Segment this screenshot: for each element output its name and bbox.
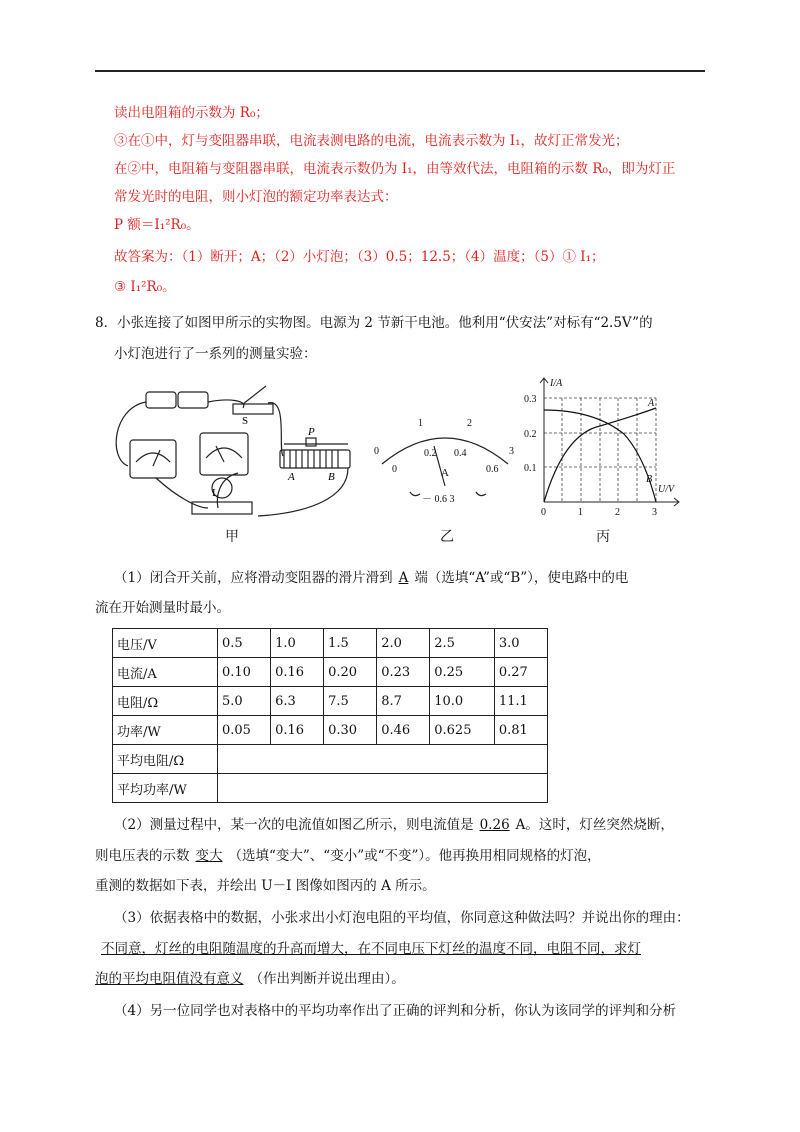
part-1-line-1 — [114, 568, 628, 588]
part-2-text-a: （2）测量过程中，某一次的电流值如图乙所示，则电流值是 — [114, 817, 474, 833]
table-cell: 0.5 — [218, 629, 271, 658]
table-cell: 10.0 — [430, 687, 495, 716]
figure-caption-jia: 甲 — [225, 529, 239, 545]
table-row-label: 电流/A — [113, 658, 218, 687]
figure-caption-yi: 乙 — [440, 529, 454, 545]
scale-top-2: 2 — [467, 418, 472, 429]
table-cell: 2.5 — [430, 629, 495, 658]
table-row — [113, 629, 548, 658]
table-cell: 0.23 — [377, 658, 430, 687]
part-3-line-3 — [95, 969, 405, 989]
iu-graph-bing — [524, 374, 684, 520]
table-cell: 2.0 — [377, 629, 430, 658]
table-cell: 0.16 — [271, 658, 324, 687]
answer-line-3: 在②中，电阻箱与变阻器串联，电流表示数仍为 I₁，由等效代法，电阻箱的示数 R₀，即为灯正 — [114, 161, 676, 177]
part-1-text-a: （1）闭合开关前，应将滑动变阻器的滑片滑到 — [114, 570, 393, 586]
part-3-answer-1 — [95, 939, 647, 959]
table-cell: 3.0 — [494, 629, 547, 658]
table-row-label: 功率/W — [113, 716, 218, 745]
scale-bottom-02: 0.2 — [424, 448, 437, 459]
graph-x-tick-2: 2 — [615, 507, 620, 518]
table-cell: 0.30 — [324, 716, 377, 745]
question-8-intro-2: 小灯泡进行了一系列的测量实验： — [114, 346, 317, 362]
table-row — [113, 687, 548, 716]
table-cell: 1.0 — [271, 629, 324, 658]
question-8-intro-1: 8．小张连接了如图甲所示的实物图。电源为 2 节新干电池。他利用“伏安法”对标有“2.5V”的 — [95, 315, 653, 331]
table-cell: 11.1 — [494, 687, 547, 716]
slider-label: P — [308, 426, 315, 438]
scale-top-3: 3 — [509, 446, 514, 457]
answer-line-1: 读出电阻箱的示数为 R₀； — [114, 105, 269, 121]
graph-x-tick-0: 0 — [541, 507, 546, 518]
part-2b-text-b: （选填“变大”、“变小”或“不变”）。他再换用相同规格的灯泡， — [228, 848, 601, 864]
curve-a-label: A — [648, 398, 655, 409]
avg-power-cell — [218, 774, 548, 803]
answer-line-6: 故答案为：（1）断开；A；（2）小灯泡；（3）0.5；12.5；（4）温度；（5）① I₁； — [114, 249, 605, 265]
table-row — [113, 716, 548, 745]
table-cell: 6.3 — [271, 687, 324, 716]
table-cell: 0.10 — [218, 658, 271, 687]
ammeter-figure-yi — [370, 408, 520, 512]
graph-x-tick-1: 1 — [578, 507, 583, 518]
answer-line-5: P 额＝I₁²R₀。 — [114, 217, 200, 233]
table-cell: 0.25 — [430, 658, 495, 687]
table-cell: 0.05 — [218, 716, 271, 745]
avg-resistance-cell — [218, 745, 548, 774]
table-cell: 0.81 — [494, 716, 547, 745]
rheostat-end-b: B — [328, 471, 335, 483]
ammeter-needle-label: A — [441, 467, 449, 479]
part-2-text-b: A。这时，灯丝突然烧断， — [515, 817, 674, 833]
table-cell: 7.5 — [324, 687, 377, 716]
part-2-answer: 0.26 — [479, 817, 510, 833]
ammeter-terminals: － 0.6 3 — [422, 494, 455, 505]
table-cell: 0.625 — [430, 716, 495, 745]
graph-y-tick-01: 0.1 — [524, 463, 537, 474]
table-cell: 5.0 — [218, 687, 271, 716]
figure-caption-bing: 丙 — [596, 529, 610, 545]
graph-x-tick-3: 3 — [652, 507, 657, 518]
scale-bottom-04: 0.4 — [454, 448, 467, 459]
scale-top-1: 1 — [418, 418, 423, 429]
answer-line-7: ③ I₁²R₀。 — [114, 279, 176, 295]
table-cell: 0.46 — [377, 716, 430, 745]
part-3-answer-text-2: 泡的平均电阻值没有意义 — [95, 971, 244, 987]
part-2-line-2 — [95, 846, 601, 866]
part-3-tail: （作出判断并说出理由）。 — [249, 971, 405, 987]
table-row-label: 电压/V — [113, 629, 218, 658]
part-4-line-1: （4）另一位同学也对表格中的平均功率作出了正确的评判和分析，你认为该同学的评判和分析 — [114, 1003, 677, 1019]
graph-x-label: U/V — [658, 484, 675, 495]
switch-label: S — [242, 415, 249, 427]
lamp-label: L — [212, 487, 219, 499]
avg-power-label: 平均功率/W — [113, 774, 218, 803]
part-2-line-1 — [114, 815, 674, 835]
scale-bottom-06: 0.6 — [486, 464, 499, 475]
part-1-answer: A — [398, 570, 409, 586]
table-cell: 0.16 — [271, 716, 324, 745]
graph-y-label: I/A — [550, 378, 563, 389]
graph-y-tick-03: 0.3 — [524, 394, 537, 405]
table-row-avg-resistance — [113, 745, 548, 774]
scale-top-0: 0 — [374, 446, 379, 457]
avg-resistance-label: 平均电阻/Ω — [113, 745, 218, 774]
graph-y-tick-02: 0.2 — [524, 429, 537, 440]
table-cell: 0.27 — [494, 658, 547, 687]
answer-line-4: 常发光时的电阻，则小灯泡的额定功率表达式： — [114, 189, 398, 205]
part-3-answer-text-1: 不同意，灯丝的电阻随温度的升高而增大，在不同电压下灯丝的温度不同，电阻不同，求灯 — [101, 941, 641, 957]
table-cell: 8.7 — [377, 687, 430, 716]
scale-bottom-0: 0 — [392, 464, 397, 475]
header-rule — [95, 70, 705, 72]
part-1-text-b: 端（选填“A”或“B”），使电路中的电 — [414, 570, 629, 586]
part-2b-answer: 变大 — [195, 848, 223, 864]
table-row-avg-power — [113, 774, 548, 803]
table-cell: 0.20 — [324, 658, 377, 687]
table-cell: 1.5 — [324, 629, 377, 658]
part-1-line-2: 流在开始测量时最小。 — [95, 600, 230, 616]
curve-b-label: B — [646, 474, 653, 485]
table-row-label: 电阻/Ω — [113, 687, 218, 716]
rheostat-end-a: A — [288, 471, 295, 483]
answer-line-2: ③在①中，灯与变阻器串联，电流表测电路的电流，电流表示数为 I₁，故灯正常发光； — [114, 133, 629, 149]
part-3-line-1: （3）依据表格中的数据，小张求出小灯泡电阻的平均值，你同意这种做法吗？并说出你的理由： — [114, 910, 690, 926]
measurement-table — [112, 628, 548, 803]
part-2-line-3: 重测的数据如下表，并绘出 U－I 图像如图丙的 A 所示。 — [95, 878, 436, 894]
table-row — [113, 658, 548, 687]
circuit-figure-jia — [108, 378, 368, 518]
part-2b-text-a: 则电压表的示数 — [95, 848, 190, 864]
